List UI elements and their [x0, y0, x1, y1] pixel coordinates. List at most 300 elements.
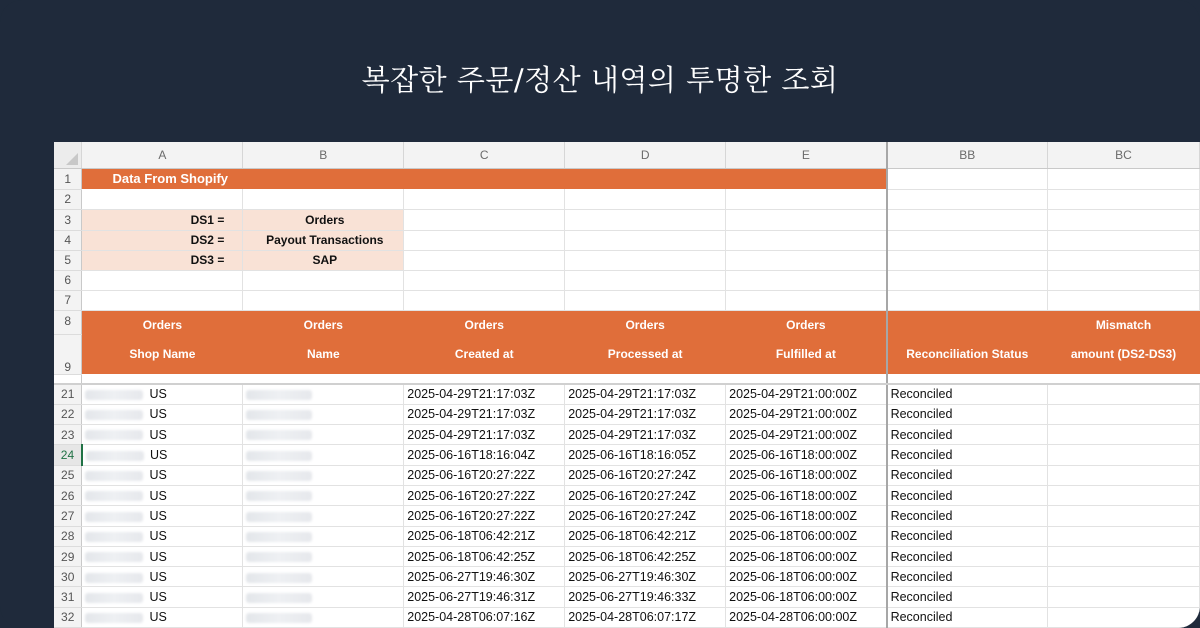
- reconciliation-status-cell-text: Reconciled: [890, 569, 953, 584]
- cell[interactable]: [82, 189, 243, 209]
- sheet-row-5: [54, 250, 1200, 270]
- fulfilled-at-cell[interactable]: [726, 384, 887, 404]
- row-number[interactable]: [54, 425, 82, 445]
- row-number[interactable]: [54, 465, 82, 485]
- row-number[interactable]: [54, 404, 82, 424]
- processed-at-cell-text: 2025-06-18T06:42:21Z: [568, 529, 697, 544]
- table-row: [54, 425, 1200, 445]
- cell[interactable]: [1047, 250, 1199, 270]
- processed-at-cell-text: 2025-04-29T21:17:03Z: [568, 387, 697, 402]
- mismatch-amount-cell[interactable]: [1047, 526, 1199, 546]
- reconciliation-status-cell[interactable]: [887, 384, 1048, 404]
- reconciliation-status-cell-text: Reconciled: [890, 610, 953, 625]
- reconciliation-status-cell-text: Reconciled: [890, 448, 953, 463]
- shop-name-cell-text: US: [149, 468, 167, 483]
- legend-value-cell[interactable]: Orders: [243, 209, 404, 230]
- header-cell[interactable]: Orders: [243, 310, 404, 334]
- fulfilled-at-cell-text: 2025-06-18T06:00:00Z: [729, 590, 857, 605]
- sheet-row-2: [54, 189, 1200, 209]
- row-number[interactable]: [54, 567, 82, 587]
- reconciliation-status-cell[interactable]: [887, 567, 1048, 587]
- redacted-order-name: [246, 613, 312, 623]
- cell[interactable]: [404, 270, 565, 290]
- processed-at-cell-text: 2025-04-28T06:07:17Z: [568, 610, 697, 625]
- reconciliation-status-cell-text: Reconciled: [890, 549, 953, 564]
- processed-at-cell-text: 2025-06-16T20:27:24Z: [568, 508, 697, 523]
- mismatch-amount-cell[interactable]: [1047, 587, 1199, 607]
- created-at-cell-text: 2025-06-18T06:42:25Z: [407, 549, 536, 564]
- cell[interactable]: [726, 250, 887, 270]
- fulfilled-at-cell-text: 2025-04-29T21:00:00Z: [729, 407, 857, 422]
- header-cell-fulfilled-at[interactable]: Fulfilled at: [726, 334, 887, 374]
- shop-name-cell-text: US: [149, 407, 167, 422]
- reconciliation-status-cell-text: Reconciled: [890, 427, 953, 442]
- cell[interactable]: [565, 189, 726, 209]
- sheet-row-7: [54, 290, 1200, 310]
- fulfilled-at-cell[interactable]: [726, 506, 887, 526]
- fulfilled-at-cell[interactable]: [726, 587, 887, 607]
- row-number[interactable]: 3: [54, 209, 82, 230]
- cell[interactable]: [404, 189, 565, 209]
- fulfilled-at-cell-text: 2025-06-18T06:00:00Z: [729, 529, 857, 544]
- row-number[interactable]: [54, 384, 82, 404]
- processed-at-cell[interactable]: [565, 445, 726, 465]
- reconciliation-status-cell[interactable]: [887, 465, 1048, 485]
- shop-name-cell-text: US: [149, 427, 167, 442]
- fulfilled-at-cell[interactable]: [726, 546, 887, 566]
- reconciliation-status-cell[interactable]: [887, 445, 1048, 465]
- created-at-cell[interactable]: [404, 607, 565, 627]
- row-number-text: 31: [61, 590, 75, 605]
- processed-at-cell[interactable]: [565, 506, 726, 526]
- reconciliation-status-cell-text: Reconciled: [890, 407, 953, 422]
- redacted-shop-id: [85, 532, 143, 542]
- cell[interactable]: [1047, 270, 1199, 290]
- reconciliation-status-cell-text: Reconciled: [890, 529, 953, 544]
- row-number-text: 21: [61, 387, 75, 402]
- fulfilled-at-cell[interactable]: [726, 526, 887, 546]
- processed-at-cell[interactable]: [565, 587, 726, 607]
- processed-at-cell-text: 2025-06-27T19:46:30Z: [568, 569, 697, 584]
- created-at-cell-text: 2025-04-29T21:17:03Z: [407, 427, 536, 442]
- fulfilled-at-cell-text: 2025-06-16T18:00:00Z: [729, 508, 857, 523]
- table-row: [54, 404, 1200, 424]
- redacted-order-name: [246, 512, 312, 522]
- cell[interactable]: [565, 250, 726, 270]
- created-at-cell[interactable]: [404, 506, 565, 526]
- row-number-text: 27: [61, 508, 75, 523]
- row-number-text: 30: [61, 569, 75, 584]
- created-at-cell[interactable]: [404, 526, 565, 546]
- shop-name-cell-text: US: [149, 488, 167, 503]
- cell[interactable]: [404, 209, 565, 230]
- cell[interactable]: [887, 270, 1048, 290]
- shop-name-cell[interactable]: [82, 465, 243, 485]
- legend-value-cell[interactable]: Payout Transactions: [243, 230, 404, 250]
- column-header-e[interactable]: E: [726, 142, 887, 168]
- cell: [726, 374, 887, 384]
- redacted-order-name: [246, 471, 312, 481]
- header-cell[interactable]: Mismatch: [1047, 310, 1199, 334]
- row-number[interactable]: 2: [54, 189, 82, 209]
- processed-at-cell[interactable]: [565, 546, 726, 566]
- header-cell-reconciliation-status[interactable]: Reconciliation Status: [887, 334, 1048, 374]
- row-number[interactable]: [54, 506, 82, 526]
- legend-key-cell[interactable]: DS3 =: [82, 250, 243, 270]
- cell[interactable]: [565, 290, 726, 310]
- row-number[interactable]: 4: [54, 230, 82, 250]
- cell: [243, 374, 404, 384]
- shop-name-cell[interactable]: [82, 404, 243, 424]
- order-name-cell[interactable]: [243, 587, 404, 607]
- cell[interactable]: [726, 230, 887, 250]
- order-name-cell[interactable]: [243, 485, 404, 505]
- redacted-shop-id: [85, 613, 143, 623]
- cell[interactable]: [565, 209, 726, 230]
- cell[interactable]: [887, 290, 1048, 310]
- row-number[interactable]: 8: [54, 310, 82, 334]
- redacted-shop-id: [85, 573, 143, 583]
- cell: [1047, 374, 1199, 384]
- cell[interactable]: [565, 230, 726, 250]
- shop-name-cell-text: US: [149, 387, 167, 402]
- processed-at-cell-text: 2025-06-27T19:46:33Z: [568, 590, 697, 605]
- header-cell-shop-name[interactable]: Shop Name: [82, 334, 243, 374]
- processed-at-cell-text: 2025-06-16T18:16:05Z: [568, 448, 697, 463]
- cell[interactable]: [1047, 168, 1199, 189]
- row-number[interactable]: 9: [54, 334, 82, 374]
- header-cell[interactable]: [887, 310, 1048, 334]
- order-name-cell[interactable]: [243, 567, 404, 587]
- redacted-shop-id: [85, 430, 143, 440]
- reconciliation-status-cell-text: Reconciled: [890, 590, 953, 605]
- fulfilled-at-cell[interactable]: [726, 607, 887, 627]
- table-row: [54, 445, 1200, 465]
- redacted-order-name: [246, 532, 312, 542]
- redacted-order-name: [246, 410, 312, 420]
- shop-name-cell[interactable]: [82, 425, 243, 445]
- created-at-cell-text: 2025-04-29T21:17:03Z: [407, 387, 536, 402]
- fulfilled-at-cell-text: 2025-04-29T21:00:00Z: [729, 387, 857, 402]
- fulfilled-at-cell[interactable]: [726, 445, 887, 465]
- redacted-order-name: [246, 430, 312, 440]
- header-cell-mismatch-amount[interactable]: amount (DS2-DS3): [1047, 334, 1199, 374]
- reconciliation-status-cell-text: Reconciled: [890, 468, 953, 483]
- row-number-text: 24: [60, 448, 75, 463]
- sheet-title-cell[interactable]: Data From Shopify: [82, 168, 887, 189]
- sheet-row-1: [54, 168, 1200, 189]
- cell[interactable]: [1047, 230, 1199, 250]
- reconciliation-status-cell[interactable]: [887, 506, 1048, 526]
- created-at-cell-text: 2025-04-28T06:07:16Z: [407, 610, 536, 625]
- cell[interactable]: [887, 189, 1048, 209]
- reconciliation-status-cell-text: Reconciled: [890, 387, 953, 402]
- cell[interactable]: [243, 270, 404, 290]
- mismatch-amount-cell[interactable]: [1047, 445, 1199, 465]
- redacted-shop-id: [86, 451, 144, 461]
- row-number[interactable]: 1: [54, 168, 82, 189]
- sheet-row-4: [54, 230, 1200, 250]
- order-name-cell[interactable]: [243, 425, 404, 445]
- row-number-text: 23: [61, 427, 75, 442]
- processed-at-cell[interactable]: [565, 607, 726, 627]
- mismatch-amount-cell[interactable]: [1047, 485, 1199, 505]
- fulfilled-at-cell-text: 2025-04-28T06:00:00Z: [729, 610, 857, 625]
- row-number-text: 22: [61, 407, 75, 422]
- created-at-cell[interactable]: [404, 404, 565, 424]
- created-at-cell[interactable]: [404, 445, 565, 465]
- processed-at-cell-text: 2025-06-16T20:27:24Z: [568, 468, 697, 483]
- redacted-shop-id: [85, 410, 143, 420]
- column-header-b[interactable]: B: [243, 142, 404, 168]
- redacted-shop-id: [85, 471, 143, 481]
- shop-name-cell-text: US: [149, 448, 168, 463]
- cell[interactable]: [404, 230, 565, 250]
- row-number-text: 25: [61, 468, 75, 483]
- cell[interactable]: [82, 270, 243, 290]
- header-cell[interactable]: Orders: [404, 310, 565, 334]
- cell[interactable]: [726, 189, 887, 209]
- cell[interactable]: [887, 168, 1048, 189]
- header-cell-processed-at[interactable]: Processed at: [565, 334, 726, 374]
- fulfilled-at-cell[interactable]: [726, 567, 887, 587]
- table-row: [54, 485, 1200, 505]
- shop-name-cell[interactable]: [82, 607, 243, 627]
- hidden-rows-gap: [54, 374, 1200, 384]
- column-header-d[interactable]: D: [565, 142, 726, 168]
- created-at-cell[interactable]: [404, 384, 565, 404]
- column-header-row: [54, 142, 1200, 168]
- cell[interactable]: [887, 250, 1048, 270]
- shop-name-cell[interactable]: [82, 567, 243, 587]
- cell[interactable]: [726, 270, 887, 290]
- row-number-text: 28: [61, 529, 75, 544]
- processed-at-cell-text: 2025-04-29T21:17:03Z: [568, 407, 697, 422]
- shop-name-cell-text: US: [149, 569, 167, 584]
- shop-name-cell-text: US: [149, 529, 167, 544]
- processed-at-cell[interactable]: [565, 425, 726, 445]
- fulfilled-at-cell-text: 2025-06-18T06:00:00Z: [729, 569, 857, 584]
- row-number-text: 32: [61, 610, 75, 625]
- cell[interactable]: [1047, 189, 1199, 209]
- redacted-order-name: [246, 552, 312, 562]
- created-at-cell[interactable]: [404, 465, 565, 485]
- order-name-cell[interactable]: [243, 546, 404, 566]
- header-row-top: [54, 310, 1200, 334]
- redacted-shop-id: [85, 552, 143, 562]
- spreadsheet: [54, 142, 1200, 628]
- cell[interactable]: [726, 290, 887, 310]
- created-at-cell[interactable]: [404, 485, 565, 505]
- processed-at-cell-text: 2025-04-29T21:17:03Z: [568, 427, 697, 442]
- fulfilled-at-cell[interactable]: [726, 485, 887, 505]
- table-row: [54, 567, 1200, 587]
- redacted-shop-id: [85, 390, 143, 400]
- legend-key-cell[interactable]: DS2 =: [82, 230, 243, 250]
- column-header-c[interactable]: C: [404, 142, 565, 168]
- reconciliation-status-cell[interactable]: [887, 607, 1048, 627]
- row-number[interactable]: [54, 526, 82, 546]
- shop-name-cell-text: US: [149, 549, 167, 564]
- header-cell[interactable]: Orders: [726, 310, 887, 334]
- row-number-text: 29: [61, 549, 75, 564]
- cell: [82, 374, 243, 384]
- row-number[interactable]: [54, 587, 82, 607]
- order-name-cell[interactable]: [243, 506, 404, 526]
- created-at-cell[interactable]: [404, 546, 565, 566]
- order-name-cell[interactable]: [243, 607, 404, 627]
- shop-name-cell[interactable]: [82, 445, 243, 465]
- created-at-cell[interactable]: [404, 567, 565, 587]
- reconciliation-status-cell[interactable]: [887, 587, 1048, 607]
- fulfilled-at-cell-text: 2025-06-16T18:00:00Z: [729, 468, 857, 483]
- cell: [404, 374, 565, 384]
- order-name-cell[interactable]: [243, 445, 404, 465]
- row-number[interactable]: [54, 485, 82, 505]
- order-name-cell[interactable]: [243, 384, 404, 404]
- header-cell-created-at[interactable]: Created at: [404, 334, 565, 374]
- cell[interactable]: [243, 290, 404, 310]
- created-at-cell[interactable]: [404, 587, 565, 607]
- fulfilled-at-cell-text: 2025-04-29T21:00:00Z: [729, 427, 857, 442]
- order-name-cell[interactable]: [243, 526, 404, 546]
- shop-name-cell[interactable]: [82, 384, 243, 404]
- shop-name-cell-text: US: [149, 508, 167, 523]
- shop-name-cell[interactable]: [82, 526, 243, 546]
- cell[interactable]: [726, 209, 887, 230]
- redacted-order-name: [246, 593, 312, 603]
- fulfilled-at-cell-text: 2025-06-16T18:00:00Z: [729, 448, 857, 463]
- table-row: [54, 546, 1200, 566]
- shop-name-cell-text: US: [149, 590, 167, 605]
- redacted-order-name: [246, 451, 312, 461]
- processed-at-cell[interactable]: [565, 526, 726, 546]
- cell[interactable]: [243, 189, 404, 209]
- mismatch-amount-cell[interactable]: [1047, 567, 1199, 587]
- row-number: [54, 374, 82, 384]
- mismatch-amount-cell[interactable]: [1047, 546, 1199, 566]
- select-all-corner[interactable]: [54, 142, 82, 168]
- processed-at-cell-text: 2025-06-16T20:27:24Z: [568, 488, 697, 503]
- reconciliation-status-cell-text: Reconciled: [890, 508, 953, 523]
- reconciliation-status-cell[interactable]: [887, 485, 1048, 505]
- order-name-cell[interactable]: [243, 404, 404, 424]
- created-at-cell-text: 2025-06-16T20:27:22Z: [407, 468, 536, 483]
- fulfilled-at-cell[interactable]: [726, 404, 887, 424]
- processed-at-cell[interactable]: [565, 404, 726, 424]
- row-number[interactable]: 7: [54, 290, 82, 310]
- reconciliation-status-cell-text: Reconciled: [890, 488, 953, 503]
- fulfilled-at-cell[interactable]: [726, 465, 887, 485]
- created-at-cell-text: 2025-06-16T18:16:04Z: [407, 448, 536, 463]
- sheet-row-6: [54, 270, 1200, 290]
- column-header-a[interactable]: A: [82, 142, 243, 168]
- fulfilled-at-cell[interactable]: [726, 425, 887, 445]
- sheet-grid: [54, 142, 1200, 628]
- created-at-cell-text: 2025-06-27T19:46:30Z: [407, 569, 536, 584]
- row-number[interactable]: 6: [54, 270, 82, 290]
- header-cell-name[interactable]: Name: [243, 334, 404, 374]
- row-number[interactable]: [54, 445, 82, 465]
- created-at-cell-text: 2025-06-16T20:27:22Z: [407, 508, 536, 523]
- cell[interactable]: [565, 270, 726, 290]
- order-name-cell[interactable]: [243, 465, 404, 485]
- cell[interactable]: [82, 290, 243, 310]
- shop-name-cell[interactable]: [82, 546, 243, 566]
- header-row-bottom: [54, 334, 1200, 374]
- column-header-bb[interactable]: BB: [887, 142, 1048, 168]
- mismatch-amount-cell[interactable]: [1047, 384, 1199, 404]
- row-number[interactable]: [54, 546, 82, 566]
- redacted-order-name: [246, 491, 312, 501]
- shop-name-cell-text: US: [149, 610, 167, 625]
- table-row: [54, 384, 1200, 404]
- row-number-text: 26: [61, 488, 75, 503]
- processed-at-cell[interactable]: [565, 465, 726, 485]
- mismatch-amount-cell[interactable]: [1047, 425, 1199, 445]
- header-cell[interactable]: Orders: [82, 310, 243, 334]
- cell[interactable]: [887, 209, 1048, 230]
- table-row: [54, 587, 1200, 607]
- headline: 복잡한 주문/정산 내역의 투명한 조회: [361, 63, 839, 97]
- redacted-shop-id: [85, 512, 143, 522]
- sheet-row-3: [54, 209, 1200, 230]
- cell[interactable]: [404, 290, 565, 310]
- cell[interactable]: [887, 230, 1048, 250]
- mismatch-amount-cell[interactable]: [1047, 465, 1199, 485]
- reconciliation-status-cell[interactable]: [887, 526, 1048, 546]
- created-at-cell[interactable]: [404, 425, 565, 445]
- header-cell[interactable]: Orders: [565, 310, 726, 334]
- redacted-order-name: [246, 390, 312, 400]
- table-row: [54, 526, 1200, 546]
- cell[interactable]: [1047, 209, 1199, 230]
- processed-at-cell[interactable]: [565, 384, 726, 404]
- redacted-order-name: [246, 573, 312, 583]
- redacted-shop-id: [85, 593, 143, 603]
- mismatch-amount-cell[interactable]: [1047, 404, 1199, 424]
- reconciliation-status-cell[interactable]: [887, 546, 1048, 566]
- mismatch-amount-cell[interactable]: [1047, 506, 1199, 526]
- redacted-shop-id: [85, 491, 143, 501]
- row-number[interactable]: [54, 607, 82, 627]
- row-number[interactable]: 5: [54, 250, 82, 270]
- mismatch-amount-cell[interactable]: [1047, 607, 1199, 627]
- processed-at-cell[interactable]: [565, 567, 726, 587]
- column-header-bc[interactable]: BC: [1047, 142, 1199, 168]
- cell[interactable]: [1047, 290, 1199, 310]
- created-at-cell-text: 2025-06-16T20:27:22Z: [407, 488, 536, 503]
- cell[interactable]: [404, 250, 565, 270]
- created-at-cell-text: 2025-06-27T19:46:31Z: [407, 590, 536, 605]
- reconciliation-status-cell[interactable]: [887, 425, 1048, 445]
- table-row: [54, 465, 1200, 485]
- shop-name-cell[interactable]: [82, 587, 243, 607]
- created-at-cell-text: 2025-04-29T21:17:03Z: [407, 407, 536, 422]
- fulfilled-at-cell-text: 2025-06-16T18:00:00Z: [729, 488, 857, 503]
- legend-value-cell[interactable]: SAP: [243, 250, 404, 270]
- created-at-cell-text: 2025-06-18T06:42:21Z: [407, 529, 536, 544]
- shop-name-cell[interactable]: [82, 506, 243, 526]
- reconciliation-status-cell[interactable]: [887, 404, 1048, 424]
- shop-name-cell[interactable]: [82, 485, 243, 505]
- processed-at-cell-text: 2025-06-18T06:42:25Z: [568, 549, 697, 564]
- table-row: [54, 506, 1200, 526]
- legend-key-cell[interactable]: DS1 =: [82, 209, 243, 230]
- processed-at-cell[interactable]: [565, 485, 726, 505]
- cell: [887, 374, 1048, 384]
- table-row: [54, 607, 1200, 627]
